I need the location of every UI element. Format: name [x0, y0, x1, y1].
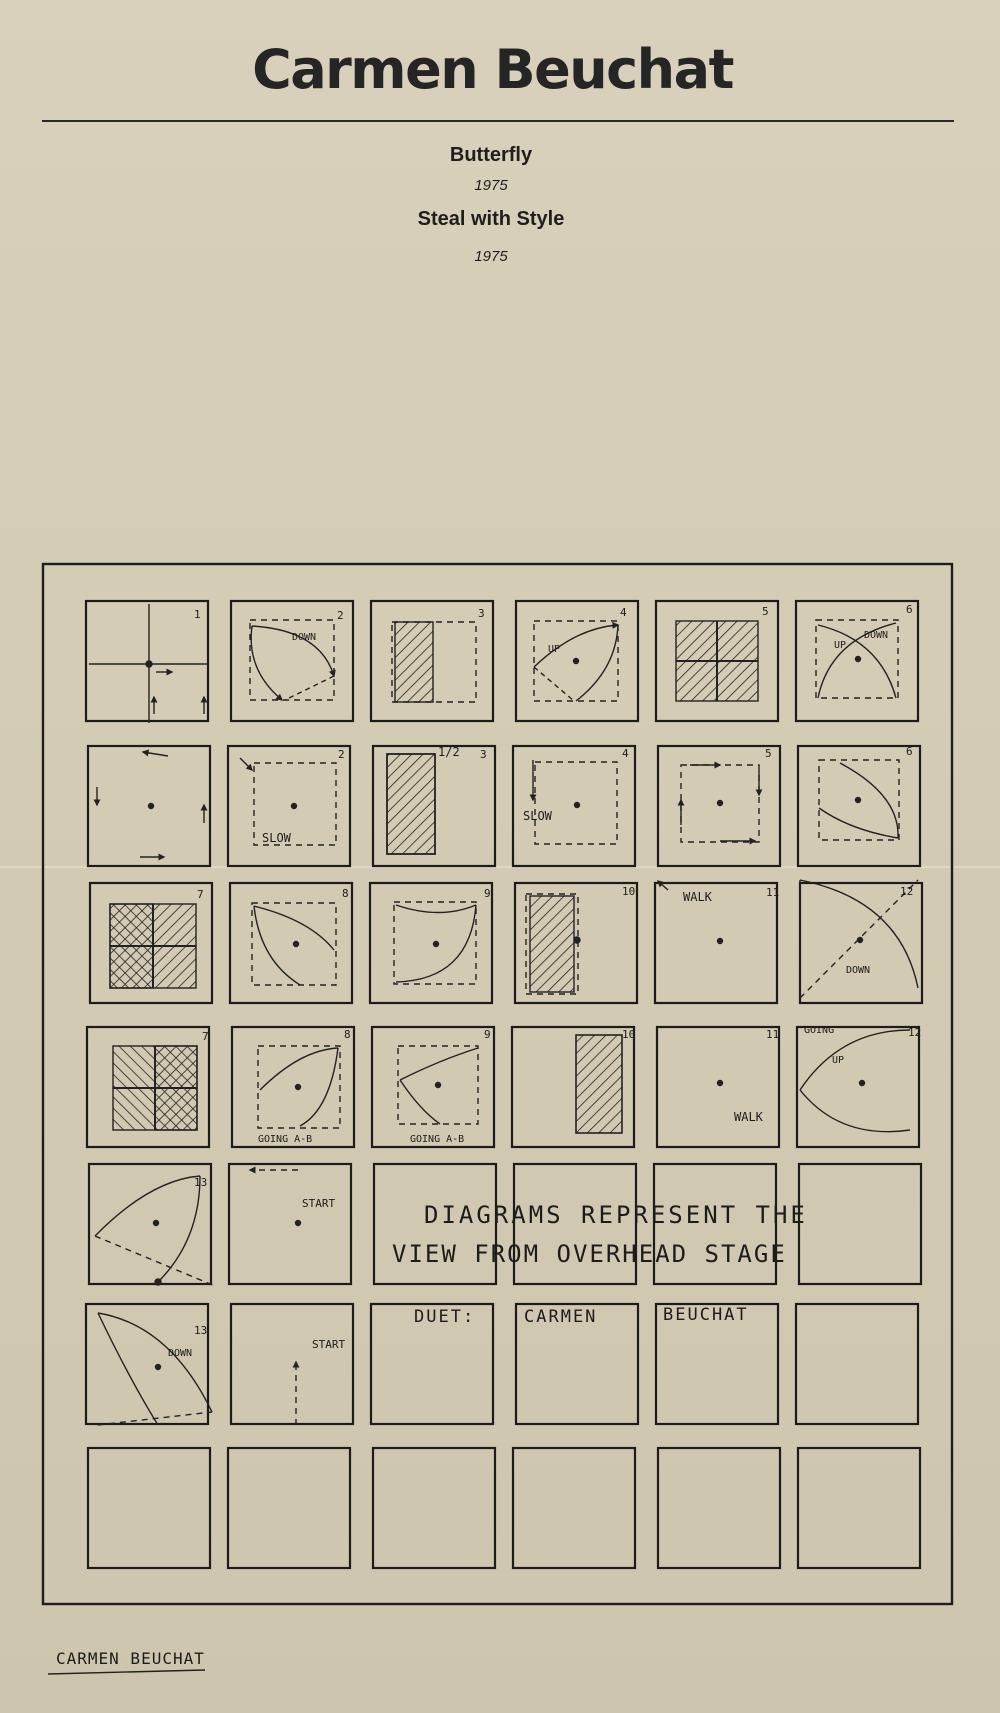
artist-name: Carmen Beuchat [252, 38, 733, 101]
label-going-ab-1: GOING A-B [258, 1134, 313, 1145]
svg-text:9: 9 [484, 1028, 491, 1041]
label-start-2: START [312, 1338, 346, 1351]
svg-text:12: 12 [908, 1026, 922, 1039]
svg-text:4: 4 [620, 606, 627, 619]
label-up-2: UP [834, 640, 847, 651]
score-box [370, 883, 492, 1003]
note-line-2: VIEW FROM OVERHEAD STAGE [392, 1240, 787, 1268]
score-box [658, 1448, 780, 1568]
label-start-1: START [302, 1197, 336, 1210]
svg-text:5: 5 [765, 747, 772, 760]
score-box [232, 1027, 354, 1147]
score-box [513, 1448, 635, 1568]
svg-text:2: 2 [337, 609, 344, 622]
signature-underline [48, 1670, 205, 1674]
score-box [88, 1448, 210, 1568]
svg-text:11: 11 [766, 1028, 780, 1041]
svg-text:10: 10 [622, 885, 636, 898]
score-box [228, 1448, 350, 1568]
score-box [657, 1027, 779, 1147]
score-box [231, 1304, 353, 1424]
label-up-3: UP [832, 1055, 845, 1066]
label-half: 1/2 [438, 745, 460, 759]
label-going-ab-2: GOING A-B [410, 1134, 465, 1145]
svg-text:13: 13 [194, 1324, 208, 1337]
signature: CARMEN BEUCHAT [56, 1649, 205, 1668]
score-box [796, 1304, 918, 1424]
score-box [798, 746, 920, 866]
work-title-butterfly: Butterfly [449, 144, 533, 166]
duet-label: DUET: [414, 1307, 476, 1327]
svg-text:7: 7 [197, 888, 204, 901]
note-line-1: DIAGRAMS REPRESENT THE [424, 1201, 808, 1229]
score-box [797, 1026, 922, 1147]
svg-text:8: 8 [344, 1028, 351, 1041]
svg-text:4: 4 [622, 747, 629, 760]
svg-text:5: 5 [762, 605, 769, 618]
duet-name-1: CARMEN [524, 1307, 598, 1327]
svg-text:9: 9 [484, 887, 491, 900]
work-year-butterfly: 1975 [474, 177, 508, 194]
svg-text:6: 6 [906, 745, 913, 758]
svg-text:2: 2 [338, 748, 345, 761]
svg-text:10: 10 [622, 1028, 636, 1041]
duet-name-2: BEUCHAT [663, 1305, 749, 1325]
svg-text:13: 13 [194, 1176, 208, 1189]
label-down-3: DOWN [846, 965, 871, 976]
score-drawings [89, 604, 918, 1425]
svg-text:8: 8 [342, 887, 349, 900]
score-box [372, 1027, 494, 1147]
label-down-2: DOWN [864, 630, 889, 641]
label-going: GOING [804, 1025, 835, 1036]
score-box [799, 1164, 921, 1284]
svg-text:3: 3 [478, 607, 485, 620]
score-box [229, 1164, 351, 1284]
label-down-1: DOWN [292, 632, 317, 643]
svg-text:6: 6 [906, 603, 913, 616]
score-box [373, 1448, 495, 1568]
label-walk-1: WALK [683, 890, 712, 904]
label-down-4: DOWN [168, 1348, 193, 1359]
svg-text:1: 1 [194, 608, 201, 621]
work-title-steal-with-style: Steal with Style [417, 208, 565, 230]
svg-text:11: 11 [766, 886, 780, 899]
score-grid [86, 601, 922, 1568]
label-up-1: UP [548, 644, 561, 655]
score-box [655, 883, 780, 1003]
label-slow-1: SLOW [262, 831, 291, 845]
score-box [798, 1448, 920, 1568]
svg-text:12: 12 [900, 885, 914, 898]
label-slow-2: SLOW [523, 809, 552, 823]
svg-text:7: 7 [202, 1030, 209, 1043]
score-labels [56, 630, 888, 1668]
work-year-steal-with-style: 1975 [474, 248, 508, 265]
label-walk-2: WALK [734, 1110, 763, 1124]
svg-text:3: 3 [480, 748, 487, 761]
